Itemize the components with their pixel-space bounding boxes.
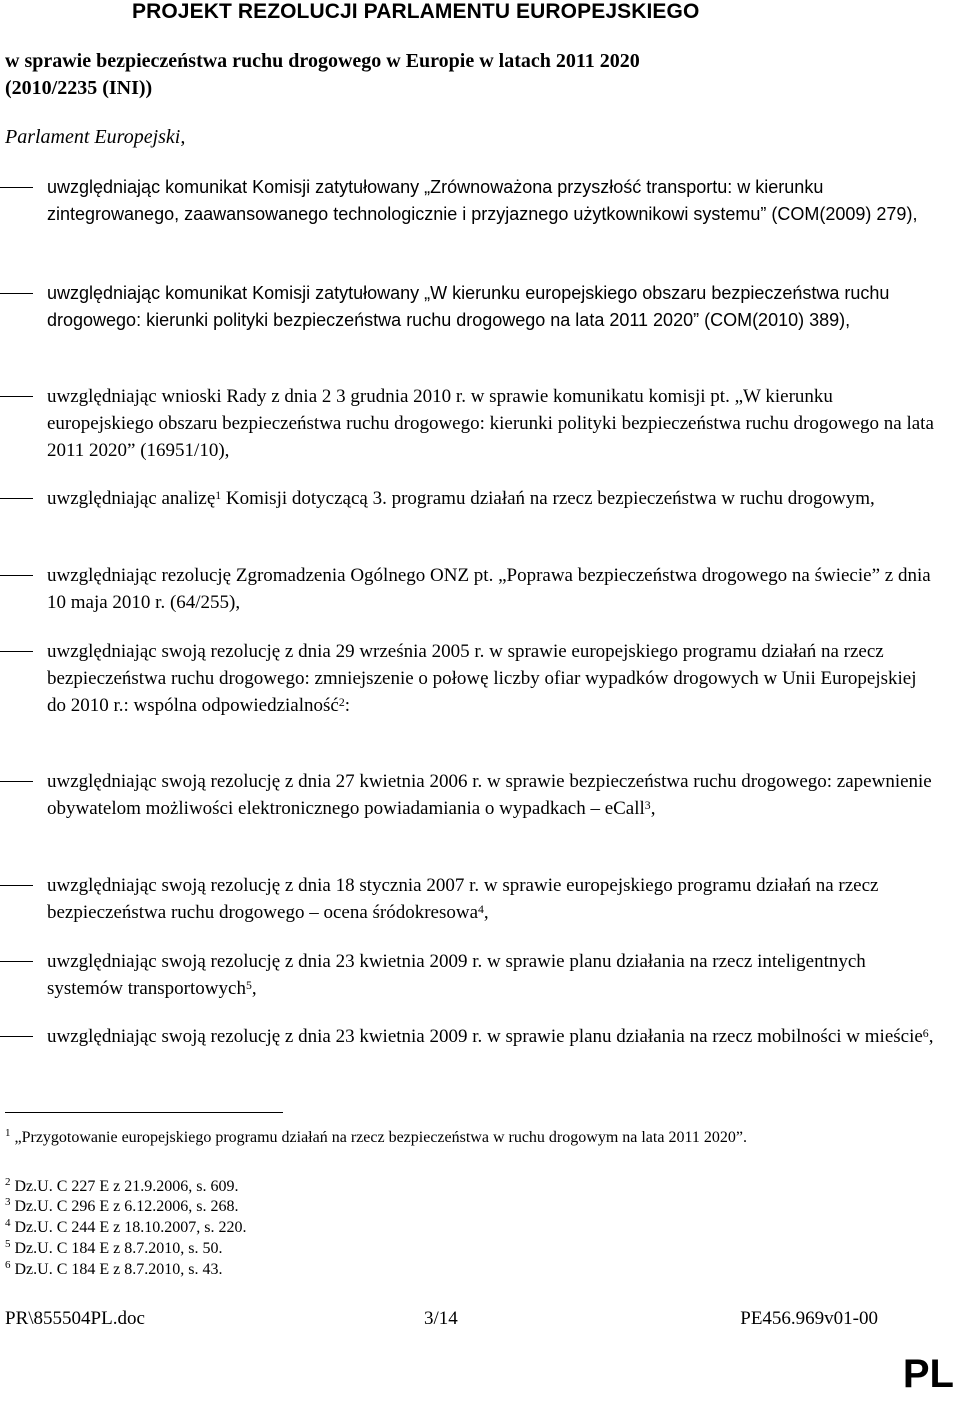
recital-text: uwzględniając swoją rezolucję z dnia 29 września 2005 r. w sprawie europejskiego programu działań na rzecz bezpieczeństwa ruchu drogowego: zmniejszenie o połowę liczby ofiar wypadków drogowych w Unii Europejskiej do 2010 r.: wspólna odpowiedzialność$^2$: xyxy=(47,641,917,716)
dash-bullet xyxy=(0,1036,33,1037)
dash-bullet xyxy=(0,187,33,188)
subtitle-line-1: w sprawie bezpieczeństwa ruchu drogowego w Europie w latach 2011 2020 xyxy=(5,50,640,72)
dash-bullet xyxy=(0,498,33,499)
recital-text: uwzględniając swoją rezolucję z dnia 27 kwietnia 2006 r. w sprawie bezpieczeństwa ruchu drogowego: zapewnienie obywatelom możliwości elektronicznego powiadamiania o wypadkach – eCall$^3$, xyxy=(47,771,932,819)
footer-pe-ref: PE456.969v01-00 xyxy=(740,1308,878,1329)
footer-page-number: 3/14 xyxy=(424,1308,458,1329)
footnote-ref: 5 xyxy=(245,979,252,992)
dash-bullet xyxy=(0,396,33,397)
parliament-label: Parlament Europejski, xyxy=(5,126,186,148)
footnote: $^2$ Dz.U. C 227 E z 21.9.2006, s. 609. xyxy=(5,1176,239,1195)
subtitle-line-2: (2010/2235 (INI)) xyxy=(5,77,153,99)
dash-bullet xyxy=(0,651,33,652)
footnote-ref: 4 xyxy=(478,903,484,916)
footnote-ref: 1 xyxy=(215,489,222,502)
footnote: $^4$ Dz.U. C 244 E z 18.10.2007, s. 220. xyxy=(5,1217,247,1236)
recital-text: uwzględniając swoją rezolucję z dnia 18 stycznia 2007 r. w sprawie europejskiego programu działań na rzecz bezpieczeństwa ruchu drogowego – ocena śródokresowa$^4$, xyxy=(47,875,879,923)
dash-bullet xyxy=(0,961,33,962)
language-code: PL xyxy=(902,1352,954,1396)
document-subtitle xyxy=(5,48,640,102)
document-title: PROJEKT REZOLUCJI PARLAMENTU EUROPEJSKIEGO xyxy=(132,0,700,23)
footnote: $^6$ Dz.U. C 184 E z 8.7.2010, s. 43. xyxy=(5,1259,223,1278)
dash-bullet xyxy=(0,575,33,576)
footnote: $^3$ Dz.U. C 296 E z 6.12.2006, s. 268. xyxy=(5,1196,239,1215)
footnote-ref: 3 xyxy=(644,799,651,812)
footer-doc-ref: PR\855504PL.doc xyxy=(5,1308,145,1329)
dash-bullet xyxy=(0,781,33,782)
recital-text: uwzględniając rezolucję Zgromadzenia Ogólnego ONZ pt. „Poprawa bezpieczeństwa drogowego na świecie” z dnia 10 maja 2010 r. (64/255), xyxy=(47,565,931,613)
footnote-ref: 6 xyxy=(922,1027,929,1040)
dash-bullet xyxy=(0,293,33,294)
recital-text: uwzględniając swoją rezolucję z dnia 23 kwietnia 2009 r. w sprawie planu działania na rzecz mobilności w mieście$^6$, xyxy=(47,1026,934,1047)
recital-text: uwzględniając wnioski Rady z dnia 2 3 grudnia 2010 r. w sprawie komunikatu komisji pt. „W kierunku europejskiego obszaru bezpieczeństwa ruchu drogowego: kierunki polityki bezpieczeństwa ruchu drogowego na lata 2011 2020” (16951/10), xyxy=(47,386,934,461)
recital-text: uwzględniając analizę$^1$ Komisji dotyczącą 3. programu działań na rzecz bezpieczeństwa w ruchu drogowym, xyxy=(47,488,875,509)
recital-text: uwzględniając komunikat Komisji zatytułowany „Zrównoważona przyszłość transportu: w kierunku zintegrowanego, zaawansowanego technologicznie i przyjaznego użytkownikowi systemu” (COM(2009) 279), xyxy=(47,177,918,224)
dash-bullet xyxy=(0,885,33,886)
footnote-separator xyxy=(5,1112,283,1113)
recital-text: uwzględniając swoją rezolucję z dnia 23 kwietnia 2009 r. w sprawie planu działania na rzecz inteligentnych systemów transportowych$^5$, xyxy=(47,951,866,999)
footnote-ref: 2 xyxy=(338,696,345,709)
recital-text: uwzględniając komunikat Komisji zatytułowany „W kierunku europejskiego obszaru bezpieczeństwa ruchu drogowego: kierunki polityki bezpieczeństwa ruchu drogowego na lata 2011 2020” (COM(2010) 389), xyxy=(47,283,890,330)
footnote: $^1$ „Przygotowanie europejskiego programu działań na rzecz bezpieczeństwa w ruchu drogowym na lata 2011 2020”. xyxy=(5,1127,747,1146)
footnote: $^5$ Dz.U. C 184 E z 8.7.2010, s. 50. xyxy=(5,1238,223,1257)
